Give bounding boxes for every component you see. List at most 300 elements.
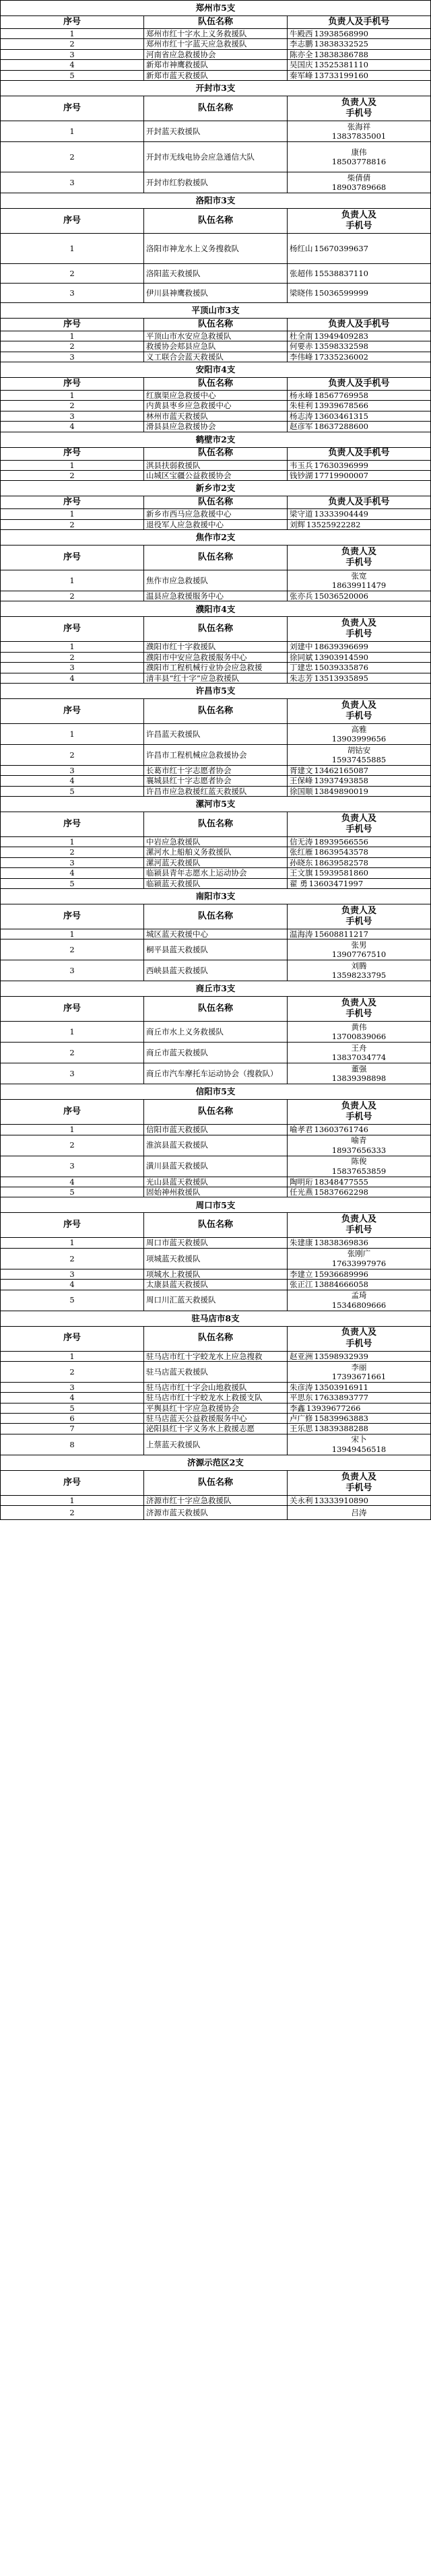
section-title-row	[1, 601, 431, 617]
contact-cell	[288, 263, 431, 283]
column-header-row	[1, 617, 431, 642]
contact-cell	[288, 172, 431, 193]
contact-phone: 15036520006	[314, 591, 368, 601]
contact-cell	[288, 878, 431, 888]
contact-phone: 18637288600	[314, 422, 368, 432]
header-contact-line1: 负责人及	[341, 1101, 376, 1111]
contact	[290, 1135, 428, 1155]
header-contact-line2: 手机号	[345, 220, 372, 231]
header-contact	[288, 812, 431, 837]
table-row	[1, 591, 431, 601]
team-name: 襄城县红十字志愿者协会	[144, 776, 288, 786]
contact-cell	[288, 1434, 431, 1455]
header-contact-line2: 手机号	[345, 1009, 372, 1020]
contact-phone: 18639543578	[314, 847, 368, 857]
team-name: 光山县蓝天救援队	[144, 1177, 288, 1187]
team-name: 驻马店市红十字会山地救援队	[144, 1382, 288, 1392]
row-number: 6	[1, 1414, 144, 1424]
contact-phone: 13838386788	[314, 49, 368, 59]
table-row	[1, 1125, 431, 1135]
row-number: 2	[1, 1135, 144, 1156]
contact-name: 董强	[351, 1063, 367, 1074]
contact	[290, 663, 368, 672]
section-title-row	[1, 302, 431, 318]
header-contact	[288, 318, 431, 331]
contact-name: 吴国庆	[290, 60, 313, 70]
contact-phone: 18937656333	[331, 1145, 387, 1155]
header-contact-line2: 手机号	[345, 1112, 372, 1123]
column-header-row	[1, 812, 431, 837]
contact-cell	[288, 1414, 431, 1424]
contact-cell	[288, 460, 431, 470]
table-row	[1, 1403, 431, 1413]
section-title-row	[1, 80, 431, 96]
contact	[290, 1238, 368, 1247]
contact-phone: 13333904449	[314, 509, 368, 519]
team-name: 平顶山市水安应急救援队	[144, 331, 288, 341]
table-row	[1, 786, 431, 796]
header-contact-line1: 负责人及	[328, 16, 364, 27]
team-name: 长葛市红十字志愿者协会	[144, 765, 288, 775]
contact	[290, 868, 368, 878]
column-header-row	[1, 318, 431, 331]
row-number: 2	[1, 939, 144, 960]
contact	[290, 1043, 428, 1063]
team-name: 平舆县红十字应急救援协会	[144, 1403, 288, 1413]
contact	[290, 787, 368, 796]
contact-cell	[288, 663, 431, 673]
header-team: 队伍名称	[144, 997, 288, 1022]
team-name: 泌阳县红十字义务水上救援志愿	[144, 1424, 288, 1434]
section-title: 济源示范区2支	[1, 1455, 431, 1470]
contact	[290, 571, 428, 591]
team-name: 伊川县神鹰救援队	[144, 283, 288, 302]
header-contact-line1: 负责人及	[328, 448, 364, 459]
contact-cell	[288, 744, 431, 765]
row-number: 4	[1, 60, 144, 70]
contact-phone: 13949456518	[331, 1444, 387, 1454]
header-no: 序号	[1, 447, 144, 460]
team-name: 开封市红豹救援队	[144, 172, 288, 193]
contact-cell	[288, 642, 431, 652]
contact	[290, 1434, 428, 1454]
contact-name: 张红雁	[290, 847, 313, 857]
contact-name: 张海祥	[347, 121, 371, 131]
row-number: 4	[1, 1280, 144, 1290]
row-number: 1	[1, 642, 144, 652]
table-row	[1, 1506, 431, 1520]
contact-name: 高雅	[351, 724, 367, 734]
row-number: 3	[1, 765, 144, 775]
contact-phone: 13903999656	[331, 733, 387, 744]
contact-name: 杨永峰	[290, 391, 313, 400]
header-contact	[288, 378, 431, 391]
team-name: 商丘市水上义务救援队	[144, 1022, 288, 1043]
row-number: 1	[1, 121, 144, 141]
contact	[290, 71, 368, 80]
header-contact-line1: 负责人及	[341, 618, 376, 629]
header-contact-line1: 负责人及	[328, 378, 364, 389]
table-row	[1, 331, 431, 341]
column-header-row	[1, 997, 431, 1022]
contact-cell	[288, 1238, 431, 1248]
contact-name: 张宽	[351, 570, 367, 581]
table-row	[1, 391, 431, 401]
header-contact-line1: 负责人及	[328, 497, 364, 508]
contact-name: 张男	[351, 939, 367, 950]
header-contact-line2: 手机号	[345, 824, 372, 834]
contact	[290, 858, 368, 867]
row-number: 2	[1, 470, 144, 480]
table-row	[1, 1135, 431, 1156]
contact	[290, 1290, 428, 1310]
contact-phone: 15538837110	[314, 268, 368, 278]
contact-phone: 18639911479	[331, 581, 387, 590]
contact	[290, 940, 428, 960]
table-row	[1, 878, 431, 888]
row-number: 1	[1, 1238, 144, 1248]
contact	[290, 1177, 368, 1187]
contact-cell	[288, 1506, 431, 1520]
row-number: 2	[1, 401, 144, 411]
row-number: 1	[1, 837, 144, 847]
row-number: 2	[1, 263, 144, 283]
table-row	[1, 352, 431, 362]
row-number: 3	[1, 172, 144, 193]
header-no: 序号	[1, 904, 144, 929]
header-contact-line2: 手机号	[345, 629, 372, 640]
row-number: 1	[1, 233, 144, 263]
contact-cell	[288, 1269, 431, 1279]
contact-cell	[288, 765, 431, 775]
team-name: 许昌蓝天救援队	[144, 723, 288, 744]
contact-phone: 18348477555	[314, 1177, 368, 1187]
row-number: 3	[1, 857, 144, 867]
header-contact-line2: 手机号	[363, 497, 390, 508]
section-title: 开封市3支	[1, 80, 431, 96]
header-contact-line2: 手机号	[363, 16, 390, 27]
contact-cell	[288, 70, 431, 80]
team-name: 新乡市西马应急救援中心	[144, 509, 288, 519]
contact-cell	[288, 847, 431, 857]
table-body	[1, 1, 431, 1520]
row-number: 1	[1, 723, 144, 744]
contact-phone: 18639396699	[314, 642, 368, 652]
team-name: 商丘市蓝天救援队	[144, 1043, 288, 1063]
contact-phone: 17719900007	[314, 470, 368, 480]
header-team: 队伍名称	[144, 96, 288, 121]
section-title: 新乡市2支	[1, 481, 431, 496]
contact-name: 吕涛	[351, 1507, 367, 1517]
team-name: 濮阳市中安应急救援服务中心	[144, 652, 288, 662]
contact-cell	[288, 776, 431, 786]
contact	[290, 471, 368, 480]
row-number: 2	[1, 341, 144, 352]
contact-name: 朱志芳	[290, 673, 313, 683]
header-contact-line2: 手机号	[363, 448, 390, 459]
team-name: 桐平县蓝天救援队	[144, 939, 288, 960]
contact-name: 李志鹏	[290, 39, 313, 49]
table-row	[1, 744, 431, 765]
section-title-row	[1, 888, 431, 904]
row-number: 1	[1, 509, 144, 519]
contact-phone: 17335236002	[314, 352, 368, 362]
contact-name: 钱钞湖	[290, 470, 313, 480]
contact	[290, 725, 428, 744]
column-header-row	[1, 96, 431, 121]
row-number: 3	[1, 411, 144, 421]
contact-phone: 17633893777	[314, 1393, 368, 1403]
table-row	[1, 411, 431, 421]
contact-name: 王文旗	[290, 868, 313, 878]
contact-phone: 13603761746	[314, 1125, 368, 1135]
row-number: 1	[1, 29, 144, 39]
contact-phone: 13525922282	[306, 519, 361, 529]
row-number: 2	[1, 141, 144, 172]
contact-phone: 13838369836	[314, 1238, 368, 1248]
table-row	[1, 776, 431, 786]
table-row	[1, 1238, 431, 1248]
table-row	[1, 1063, 431, 1084]
team-name: 新郑市神鹰救援队	[144, 60, 288, 70]
contact-phone: 13949409283	[314, 331, 368, 341]
table-row	[1, 509, 431, 519]
column-header-row	[1, 447, 431, 460]
contact-name: 刘辉	[290, 519, 305, 529]
contact-phone: 15608811217	[314, 929, 368, 939]
header-team: 队伍名称	[144, 208, 288, 233]
contact-cell	[288, 570, 431, 591]
contact-cell	[288, 1063, 431, 1084]
section-title: 平顶山市3支	[1, 302, 431, 318]
header-contact-line1: 负责人及	[341, 1472, 376, 1482]
header-no: 序号	[1, 1100, 144, 1125]
header-contact-line2: 手机号	[363, 378, 390, 389]
header-contact-line1: 负责人及	[341, 700, 376, 711]
row-number: 2	[1, 1043, 144, 1063]
contact-phone: 13937493858	[314, 776, 368, 786]
contact-cell	[288, 1495, 431, 1505]
contact-name: 张正江	[290, 1280, 313, 1290]
row-number: 5	[1, 70, 144, 80]
section-title-row	[1, 481, 431, 496]
team-name: 济源市红十字应急救援队	[144, 1495, 288, 1505]
team-name: 义工联合会蓝天救援队	[144, 352, 288, 362]
contact-phone: 17633997976	[331, 1258, 387, 1268]
table-row	[1, 283, 431, 302]
team-name: 项城蓝天救援队	[144, 1248, 288, 1269]
contact-phone: 13837835001	[331, 131, 387, 141]
column-header-row	[1, 904, 431, 929]
contact-name: 赵亚洲	[290, 1351, 313, 1361]
team-name: 河南省应急救援协会	[144, 49, 288, 59]
header-contact	[288, 208, 431, 233]
column-header-row	[1, 208, 431, 233]
row-number: 2	[1, 1248, 144, 1269]
contact	[290, 269, 368, 278]
contact	[290, 244, 368, 253]
table-row	[1, 70, 431, 80]
table-row	[1, 1361, 431, 1382]
header-contact	[288, 904, 431, 929]
row-number: 4	[1, 1393, 144, 1403]
contact-name: 柴倩倩	[347, 172, 371, 183]
contact	[290, 642, 368, 651]
contact-name: 赵彦军	[290, 422, 313, 432]
header-team: 队伍名称	[144, 617, 288, 642]
table-row	[1, 470, 431, 480]
header-no: 序号	[1, 546, 144, 570]
column-header-row	[1, 546, 431, 570]
team-name: 漯河水上船舶义务救援队	[144, 847, 288, 857]
contact-phone: 13838332525	[314, 39, 368, 49]
row-number: 1	[1, 460, 144, 470]
row-number: 3	[1, 1063, 144, 1084]
team-name: 漯河蓝天救援队	[144, 857, 288, 867]
contact-cell	[288, 121, 431, 141]
contact-name: 孟琦	[351, 1290, 367, 1300]
team-name: 临颍蓝天救援队	[144, 878, 288, 888]
contact-phone: 17630396999	[314, 460, 368, 470]
contact-cell	[288, 331, 431, 341]
column-header-row	[1, 1100, 431, 1125]
header-team: 队伍名称	[144, 496, 288, 509]
team-name: 太康县蓝天救援队	[144, 1280, 288, 1290]
header-team: 队伍名称	[144, 447, 288, 460]
contact-name: 翟 勇	[290, 878, 308, 888]
contact-cell	[288, 39, 431, 49]
column-header-row	[1, 698, 431, 723]
table-row	[1, 60, 431, 70]
contact-cell	[288, 60, 431, 70]
section-title: 濮阳市4支	[1, 601, 431, 617]
contact	[290, 1280, 368, 1289]
contact-cell	[288, 1125, 431, 1135]
contact	[290, 746, 428, 765]
header-contact	[288, 447, 431, 460]
contact-cell	[288, 352, 431, 362]
contact-cell	[288, 868, 431, 878]
contact-phone: 18903789668	[331, 182, 387, 192]
header-no: 序号	[1, 698, 144, 723]
contact-phone: 18939566556	[314, 837, 368, 847]
header-no: 序号	[1, 496, 144, 509]
contact-cell	[288, 1290, 431, 1311]
table-row	[1, 723, 431, 744]
contact-name: 胥建文	[290, 765, 313, 775]
header-contact-line1: 负责人及	[328, 319, 364, 329]
team-name: 西峡县蓝天救援队	[144, 960, 288, 981]
table-row	[1, 1382, 431, 1392]
row-number: 1	[1, 1351, 144, 1361]
contact-name: 陶明珩	[290, 1177, 313, 1187]
contact	[290, 1508, 428, 1517]
contact	[290, 509, 368, 519]
contact-name: 朱桂利	[290, 401, 313, 411]
contact-name: 杨红山	[290, 243, 313, 253]
header-contact	[288, 1100, 431, 1125]
team-name: 温县应急救援服务中心	[144, 591, 288, 601]
contact-cell	[288, 411, 431, 421]
contact-phone: 13462165087	[314, 765, 368, 775]
table-row	[1, 939, 431, 960]
contact	[290, 1383, 368, 1392]
contact-phone: 13837034774	[331, 1053, 387, 1063]
table-row	[1, 519, 431, 529]
section-title-row	[1, 530, 431, 546]
contact-name: 孙晓东	[290, 857, 313, 867]
header-no: 序号	[1, 378, 144, 391]
header-contact-line2: 手机号	[345, 558, 372, 568]
contact	[290, 422, 368, 431]
table-row	[1, 857, 431, 867]
table-row	[1, 570, 431, 591]
header-no: 序号	[1, 997, 144, 1022]
table-row	[1, 1248, 431, 1269]
contact	[290, 1414, 368, 1423]
header-contact-line2: 手机号	[345, 916, 372, 927]
contact-phone: 13700839066	[331, 1032, 387, 1042]
contact-name: 牛殿西	[290, 29, 313, 38]
contact-name: 杜全南	[290, 331, 313, 341]
contact-name: 温海涛	[290, 929, 313, 939]
header-contact-line2: 手机号	[345, 711, 372, 721]
team-name: 潢川县蓝天救援队	[144, 1156, 288, 1177]
table-row	[1, 765, 431, 775]
table-row	[1, 1414, 431, 1424]
contact-phone: 13503916911	[314, 1382, 368, 1392]
contact	[290, 1249, 428, 1268]
contact	[290, 673, 368, 683]
contact-phone: 13733199160	[314, 70, 368, 80]
team-name: 退役军人应急救援中心	[144, 519, 288, 529]
contact	[290, 391, 368, 400]
team-name: 濮阳市工程机械行业协会应急救援	[144, 663, 288, 673]
header-no: 序号	[1, 318, 144, 331]
contact-phone: 15039335876	[314, 663, 368, 673]
contact-phone: 13333910890	[314, 1495, 368, 1505]
header-contact-line1: 负责人及	[341, 97, 376, 108]
contact-cell	[288, 341, 431, 352]
contact	[290, 39, 368, 48]
contact-cell	[288, 141, 431, 172]
team-name: 信阳市蓝天救援队	[144, 1125, 288, 1135]
section-title: 许昌市5支	[1, 683, 431, 698]
table-row	[1, 233, 431, 263]
contact-name: 卢广修	[290, 1414, 313, 1423]
row-number: 4	[1, 868, 144, 878]
team-name: 许昌市工程机械应急救援协会	[144, 744, 288, 765]
header-contact-line2: 手机号	[345, 1338, 372, 1349]
table-row	[1, 1280, 431, 1290]
contact-cell	[288, 1393, 431, 1403]
row-number: 5	[1, 1403, 144, 1413]
team-name: 周口川汇蓝天救援队	[144, 1290, 288, 1311]
table-row	[1, 960, 431, 981]
section-title-row	[1, 981, 431, 997]
contact-name: 梁晓伟	[290, 288, 313, 298]
row-number: 1	[1, 929, 144, 939]
row-number: 2	[1, 591, 144, 601]
contact-phone: 15670399637	[314, 243, 368, 253]
row-number: 2	[1, 847, 144, 857]
contact-phone: 13598932939	[314, 1351, 368, 1361]
contact	[290, 1403, 360, 1413]
contact	[290, 1187, 368, 1197]
team-name: 焦作市应急救援队	[144, 570, 288, 591]
team-name: 固始神州救援队	[144, 1187, 288, 1197]
contact	[290, 288, 368, 298]
